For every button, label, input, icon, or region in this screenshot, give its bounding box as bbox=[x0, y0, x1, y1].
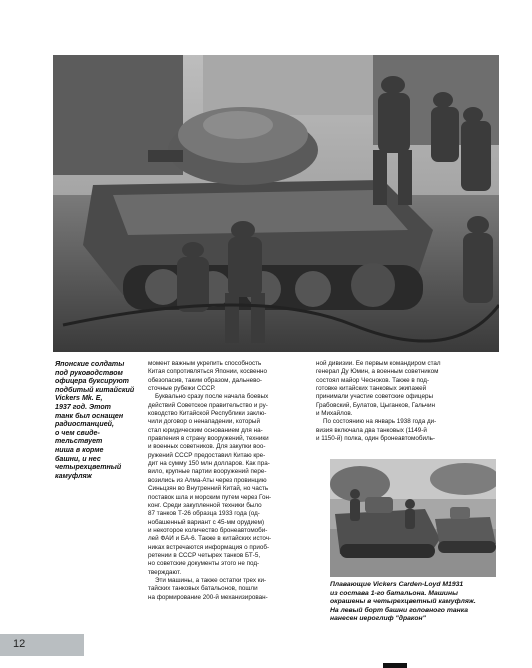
top-caption-line: 1937 год. Этот bbox=[55, 402, 111, 411]
column-1-line: стал юридическим основанием для на- bbox=[148, 426, 263, 434]
top-photo bbox=[53, 55, 499, 352]
column-1-line: 87 танков Т-26 образца 1933 года (од- bbox=[148, 510, 260, 518]
column-1-line: сточные рубежи СССР. bbox=[148, 385, 216, 393]
column-2-line: визия включала два танковых (1149-й bbox=[316, 426, 427, 434]
column-1-line: ружений СССР предоставил Китаю кре- bbox=[148, 451, 266, 459]
bottom-photo-caption bbox=[330, 581, 498, 624]
column-1-line: тайских танковых батальонов, пошли bbox=[148, 585, 258, 593]
column-1-line: обезопасив, таким образом, дальнево- bbox=[148, 376, 262, 384]
top-caption-line: под руководством bbox=[55, 368, 123, 377]
column-1-line: Эти машины, а также остатки трех ки- bbox=[155, 576, 267, 584]
top-caption-line: тельствует bbox=[55, 437, 103, 446]
column-1-line: но советские документы этого не под- bbox=[148, 560, 260, 568]
bottom-caption-line: На левый борт башни головного танка bbox=[330, 606, 469, 614]
column-1-line: поставок шла и морским путем через Гон- bbox=[148, 493, 272, 501]
column-2-line: Грабовский, Булатов, Цыганков, Гальчин bbox=[316, 401, 435, 409]
column-1-line: лей ФАИ и БА-6. Также в китайских источ- bbox=[148, 535, 272, 543]
column-1-line: Китая сопротивляться Японии, косвенно bbox=[148, 368, 267, 376]
column-1-line: на формирование 200-й механизирован- bbox=[148, 593, 268, 601]
column-1-line: правления в страну вооружений, техники bbox=[148, 435, 269, 443]
column-1-line: нобашенный вариант с 45-мм орудием) bbox=[148, 518, 265, 526]
top-caption-line: башни, и нес bbox=[55, 454, 101, 463]
column-2-line: генерал Ду Юмин, а военным советником bbox=[316, 368, 439, 376]
column-1-line: ководство Китайской Республики заклю- bbox=[148, 410, 267, 418]
column-2-line: состоял майор Чесноков. Также в под- bbox=[316, 376, 430, 384]
page-number: 12 bbox=[13, 638, 26, 650]
top-caption-line: Японские солдаты bbox=[55, 360, 125, 368]
top-caption-line: камуфляж bbox=[55, 471, 92, 480]
column-1-line: и военных советников. Для закупки воо- bbox=[148, 443, 266, 451]
column-1-line: Синьцзян во Внутренний Китай, но часть bbox=[148, 485, 269, 493]
column-1-line: ретении в СССР четырех танков БТ-5, bbox=[148, 551, 261, 559]
top-caption-line: четырехцветный bbox=[55, 463, 122, 472]
column-2-line: принимали участие советские офицеры bbox=[316, 393, 433, 401]
bottom-photo bbox=[330, 459, 496, 577]
bottom-caption-line: из состава 1-го батальона. Машины bbox=[330, 589, 458, 597]
bottom-caption-line: окрашены в четырехцветный камуфляж. bbox=[330, 598, 476, 605]
tank-towing-photo bbox=[53, 55, 499, 352]
bottom-tab-marker bbox=[383, 663, 407, 668]
column-2-line: По состоянию на январь 1938 года ди- bbox=[323, 418, 437, 426]
top-caption-line: радиостанцией, bbox=[55, 420, 114, 429]
column-1-line: возились из Алма-Аты через провинцию bbox=[148, 476, 267, 484]
column-1-line: вило, крупные партии вооружений пере- bbox=[148, 468, 267, 476]
bottom-caption-line: Плавающие Vickers Carden-Loyd M1931 bbox=[330, 581, 464, 588]
top-caption-line: танк был оснащен bbox=[55, 411, 124, 420]
top-caption-line: ниша в корме bbox=[55, 445, 104, 454]
column-1-line: Буквально сразу после начала боевых bbox=[155, 393, 269, 401]
column-1-line: и некоторое количество бронеавтомоби- bbox=[148, 526, 268, 534]
column-1-line: дит на сумму 150 млн долларов. Как пра- bbox=[148, 460, 270, 468]
column-1-line: действий Советское правительство и ру- bbox=[148, 401, 268, 409]
column-1-line: момент важным укрепить способность bbox=[148, 360, 262, 367]
column-2-line: готовке китайских танковых экипажей bbox=[316, 385, 427, 393]
top-photo-caption bbox=[55, 360, 142, 480]
column-1-line: никах встречаются информация о приоб- bbox=[148, 543, 270, 551]
bottom-caption-line: нанесен иероглиф "дракон" bbox=[330, 615, 426, 622]
column-2-line: и 1150-й) полка, один бронеавтомобиль- bbox=[316, 435, 436, 443]
text-column-2 bbox=[316, 360, 498, 443]
column-2-line: и Михайлов. bbox=[316, 410, 353, 418]
text-column-1 bbox=[148, 360, 309, 602]
column-2-line: ной дивизии. Ее первым командиром стал bbox=[316, 360, 441, 367]
top-caption-line: Vickers Mk. E, bbox=[55, 394, 103, 403]
column-1-line: чили договор о ненападении, который bbox=[148, 418, 260, 426]
top-caption-line: подбитый китайский bbox=[55, 385, 135, 394]
column-1-line: тверждают. bbox=[148, 568, 182, 576]
column-1-line: конг. Среди закупленной техники было bbox=[148, 501, 262, 509]
top-caption-line: о чем свиде- bbox=[55, 428, 100, 437]
amphibious-tanks-photo bbox=[330, 459, 496, 577]
top-caption-line: офицера буксируют bbox=[55, 377, 129, 386]
